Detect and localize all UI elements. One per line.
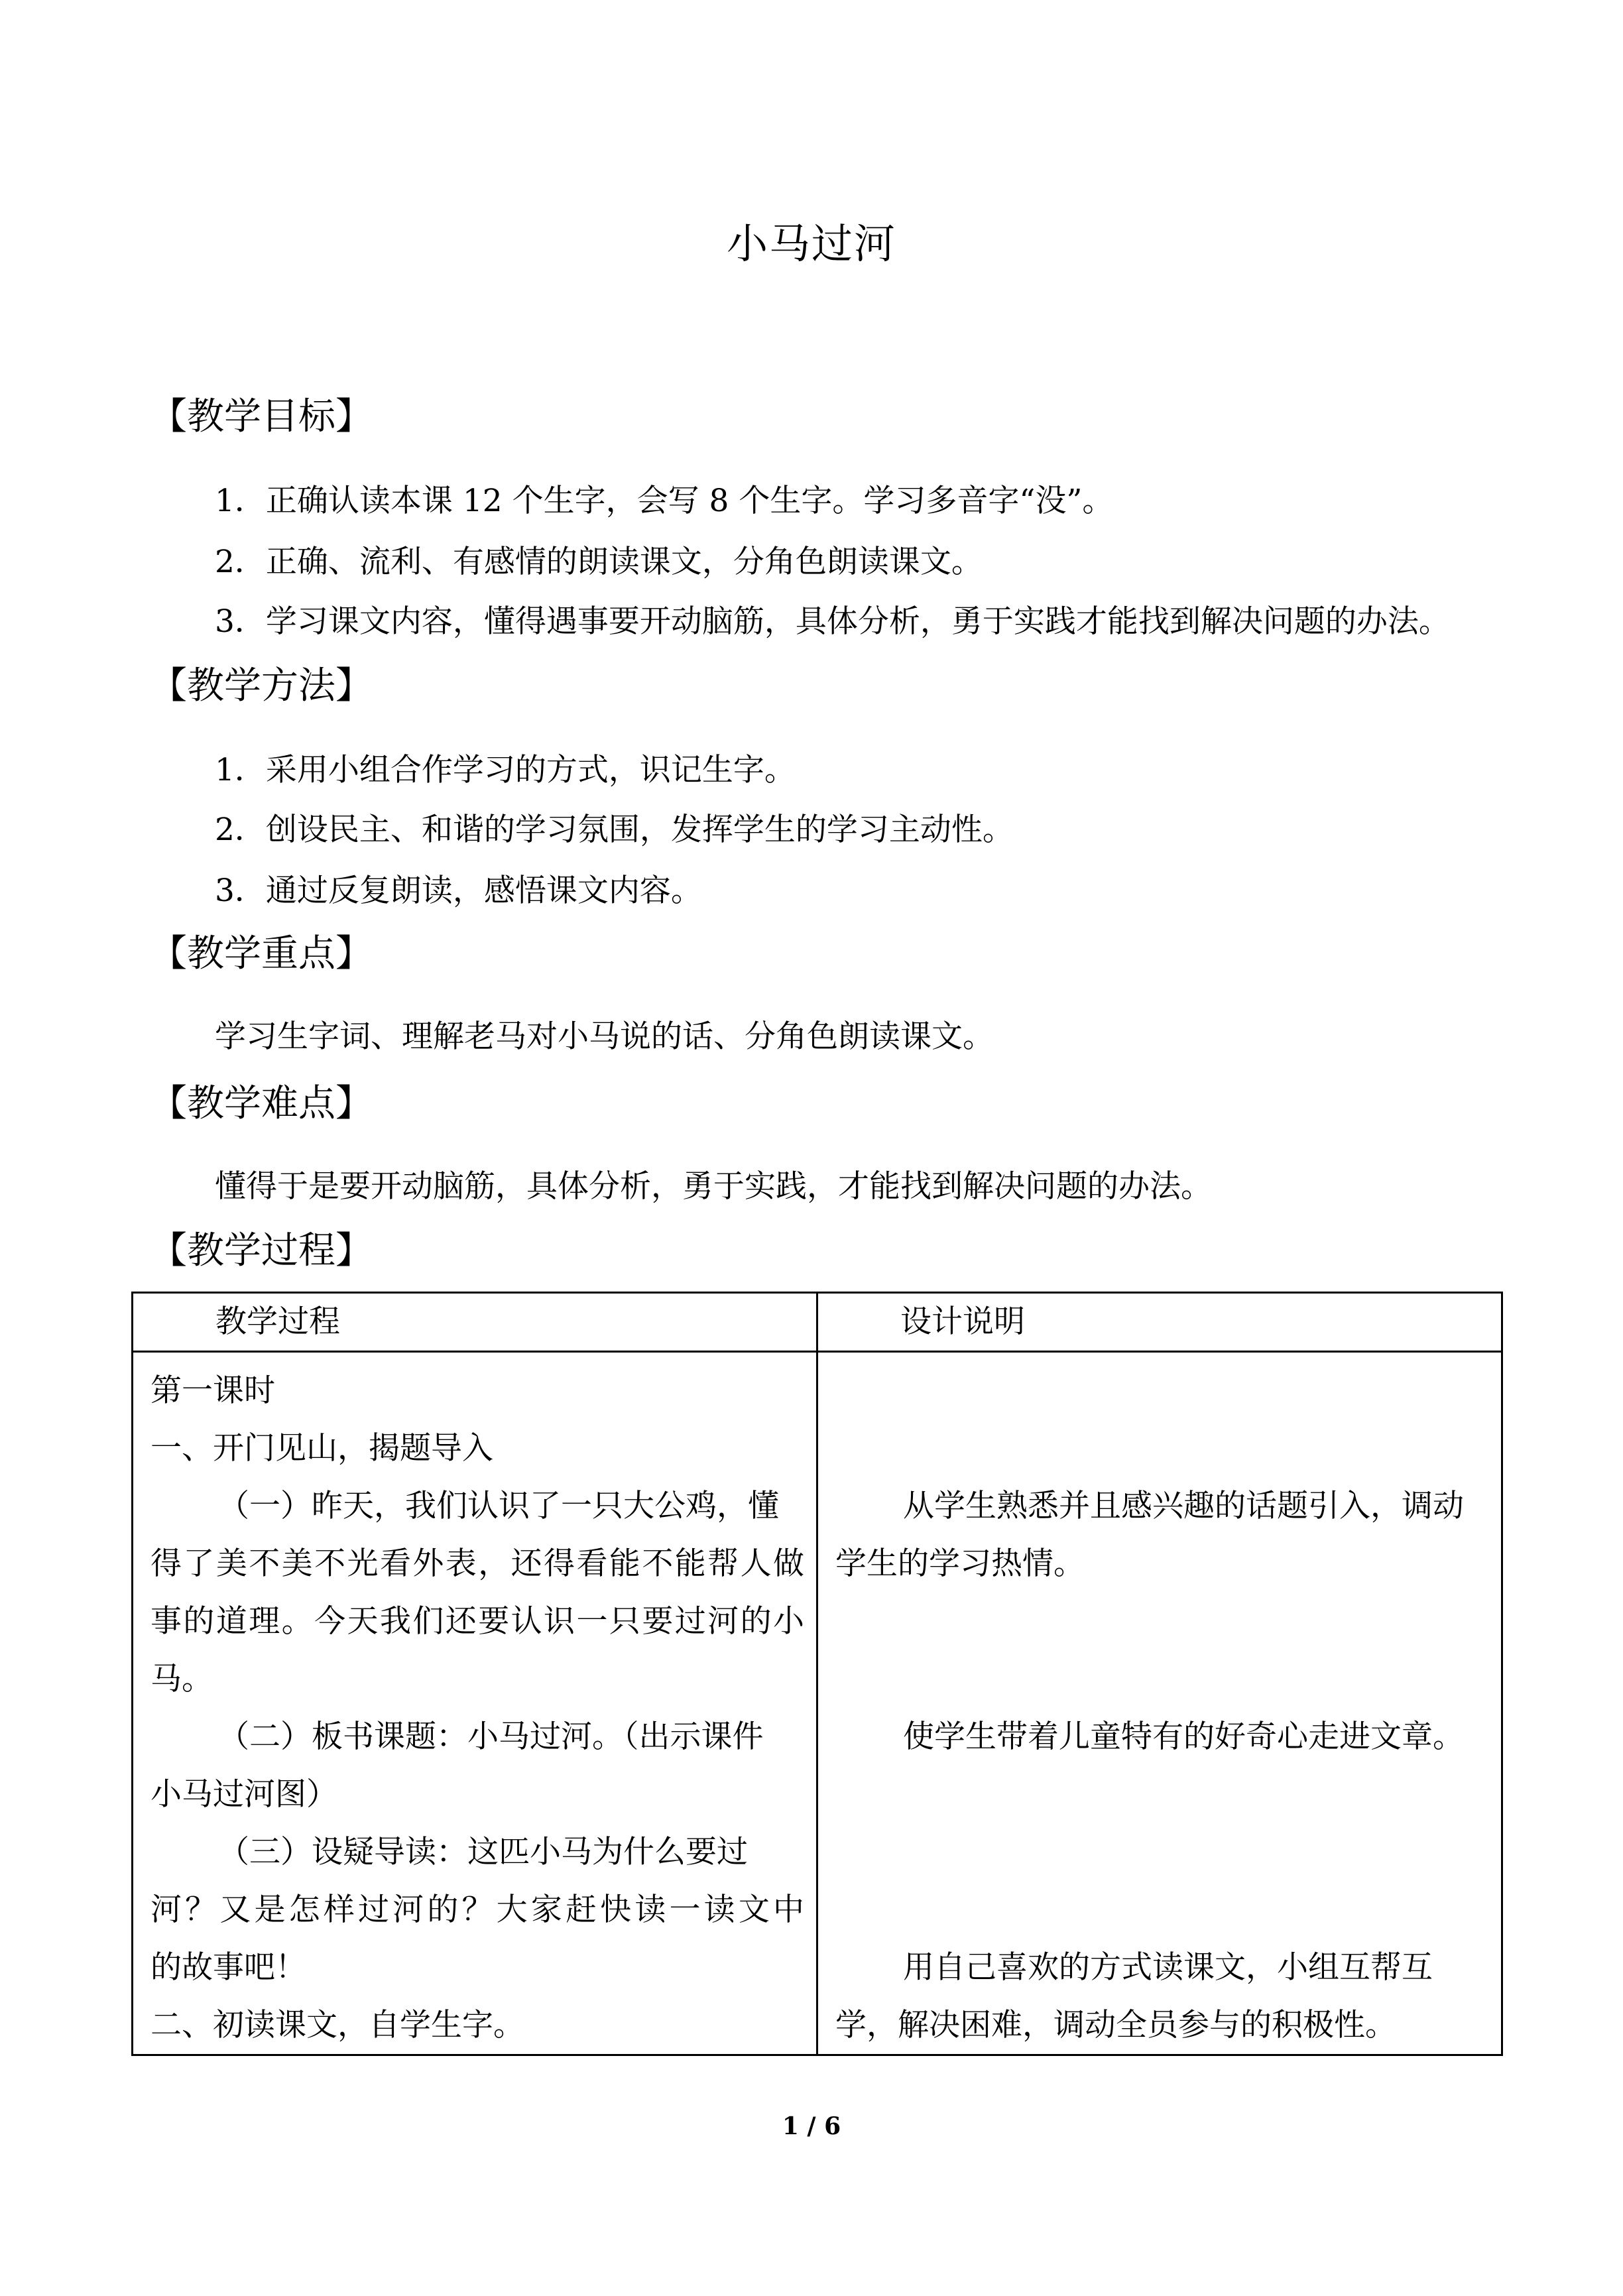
key-points-heading: 【教学重点】 <box>150 932 373 975</box>
process-line: 得了美不美不光看外表，还得看能不能帮人做 <box>150 1545 804 1582</box>
key-points-text: 学习生字词、理解老马对小马说的话、分角色朗读课文。 <box>215 1018 994 1055</box>
method-item: 2．创设民主、和谐的学习氛围，发挥学生的学习主动性。 <box>215 812 1014 848</box>
process-line: （三）设疑导读：这匹小马为什么要过 <box>218 1834 748 1870</box>
table-row <box>133 1352 1502 2055</box>
process-cell <box>133 1352 817 2055</box>
process-line: 河？又是怎样过河的？大家赶快读一读文中 <box>150 1892 804 1928</box>
process-line: （二）板书课题：小马过河。（出示课件 <box>218 1719 764 1755</box>
process-line: （一）昨天，我们认识了一只大公鸡，懂 <box>218 1488 779 1524</box>
difficulties-text: 懂得于是要开动脑筋，具体分析，勇于实践，才能找到解决问题的办法。 <box>215 1168 1212 1205</box>
process-line: 第一课时 <box>150 1372 275 1409</box>
objectives-heading: 【教学目标】 <box>150 395 373 438</box>
process-line: 小马过河图） <box>150 1776 337 1813</box>
table-header-notes <box>817 1293 1502 1352</box>
page-number: 1 / 6 <box>782 2112 841 2140</box>
document-title: 小马过河 <box>726 219 896 268</box>
table-header-row <box>133 1293 1502 1352</box>
table-header-process <box>133 1293 817 1352</box>
table-header-label: 教学过程 <box>215 1303 340 1340</box>
process-line: 一、开门见山，揭题导入 <box>150 1430 493 1467</box>
objective-item: 1．正确认读本课 12 个生字，会写 8 个生字。学习多音字“没”。 <box>215 483 1114 519</box>
note-line: 用自己喜欢的方式读课文，小组互帮互 <box>903 1949 1433 1986</box>
note-line: 学生的学习热情。 <box>835 1545 1085 1582</box>
process-line: 事的道理。今天我们还要认识一只要过河的小 <box>150 1603 804 1640</box>
process-line: 的故事吧！ <box>150 1949 306 1986</box>
method-item: 3．通过反复朗读，感悟课文内容。 <box>215 873 702 909</box>
note-line: 学，解决困难，调动全员参与的积极性。 <box>835 2007 1396 2043</box>
difficulties-heading: 【教学难点】 <box>150 1082 373 1125</box>
objective-item: 3．学习课文内容，懂得遇事要开动脑筋，具体分析，勇于实践才能找到解决问题的办法。 <box>215 603 1450 640</box>
note-line: 从学生熟悉并且感兴趣的话题引入，调动 <box>903 1488 1464 1524</box>
process-line: 马。 <box>150 1661 213 1697</box>
methods-heading: 【教学方法】 <box>150 664 373 707</box>
note-line: 使学生带着儿童特有的好奇心走进文章。 <box>903 1719 1464 1755</box>
table-header-label: 设计说明 <box>900 1303 1025 1340</box>
process-table <box>131 1292 1503 2056</box>
method-item: 1．采用小组合作学习的方式，识记生字。 <box>215 752 796 788</box>
objective-item: 2．正确、流利、有感情的朗读课文，分角色朗读课文。 <box>215 544 983 580</box>
process-line: 二、初读课文，自学生字。 <box>150 2007 524 2043</box>
notes-cell <box>817 1352 1502 2055</box>
process-heading: 【教学过程】 <box>150 1229 373 1272</box>
